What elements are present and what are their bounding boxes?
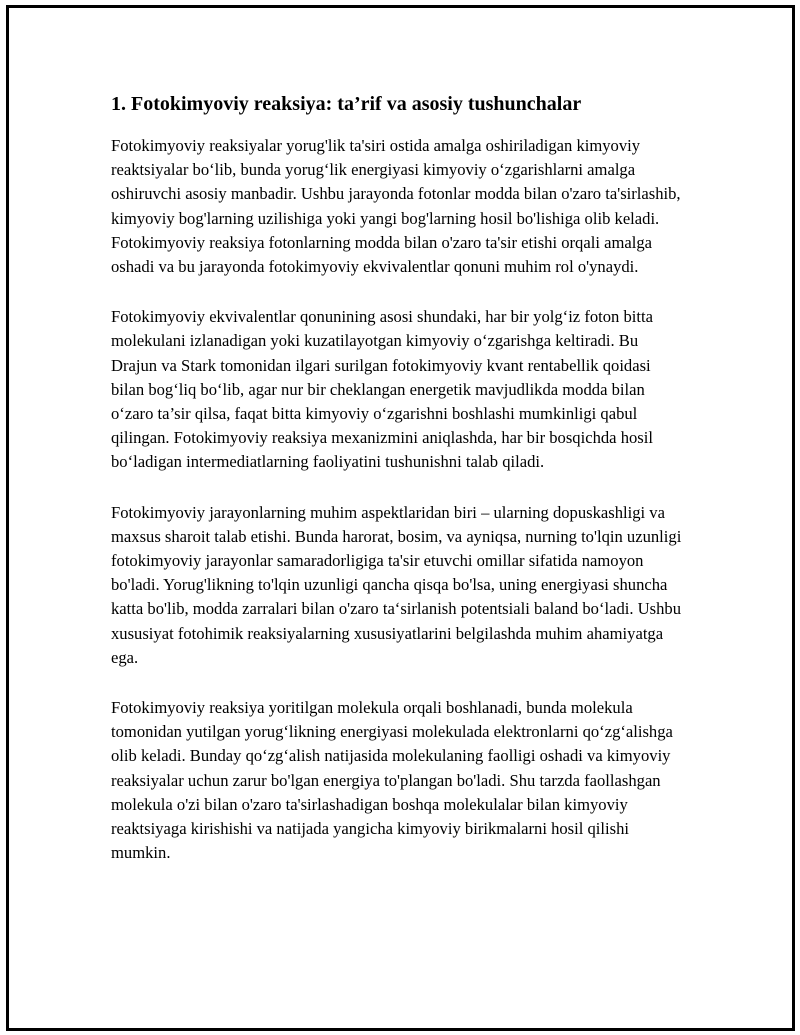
- paragraph-4: Fotokimyoviy reaksiya yoritilgan molekula orqali boshlanadi, bunda molekula tomonidan yutilgan yorug‘likning energiyasi molekulada elektronlarni qo‘zg‘alishga olib keladi. Bunday qo‘zg‘alish natijasida molekulaning faolligi oshadi va kimyoviy reaksiyalar uchun zarur bo'lgan energiya to'plangan bo'ladi. Shu tarzda faollashgan molekula o'zi bilan o'zaro ta'sirlashadigan boshqa molekulalar bilan kimyoviy reaktsiyaga kirishishi va natijada yangicha kimyoviy birikmalarni hosil qilishi mumkin.: [111, 698, 673, 863]
- paragraph-1: Fotokimyoviy reaksiyalar yorug'lik ta'siri ostida amalga oshiriladigan kimyoviy reaktsiyalar bo‘lib, bunda yorug‘lik energiyasi kimyoviy o‘zgarishlarni amalga oshiruvchi asosiy manbadir. Ushbu jarayonda fotonlar modda bilan o'zaro ta'sirlashib, kimyoviy bog'larning uzilishiga yoki yangi bog'larning hosil bo'lishiga olib keladi. Fotokimyoviy reaksiya fotonlarning modda bilan o'zaro ta'sir etishi orqali amalga oshadi va bu jarayonda fotokimyoviy ekvivalentlar qonuni muhim rol o'ynaydi.: [111, 136, 681, 277]
- section-heading: 1. Fotokimyoviy reaksiya: ta’rif va asosiy tushunchalar: [111, 93, 582, 115]
- paragraph-2: Fotokimyoviy ekvivalentlar qonunining asosi shundaki, har bir yolg‘iz foton bitta molekulani izlanadigan yoki kuzatilayotgan kimyoviy o‘zgarishga keltiradi. Bu Drajun va Stark tomonidan ilgari surilgan fotokimyoviy kvant rentabellik qoidasi bilan bog‘liq bo‘lib, agar nur bir cheklangan energetik mavjudlikda modda bilan o‘zaro ta’sir qilsa, faqat bitta kimyoviy o‘zgarishni boshlashi mumkinligi qabul qilingan. Fotokimyoviy reaksiya mexanizmini aniqlashda, har bir bosqichda hosil bo‘ladigan intermediatlarning faoliyatini tushunishni talab qiladi.: [111, 307, 653, 472]
- paragraph-3: Fotokimyoviy jarayonlarning muhim aspektlaridan biri – ularning dopuskashligi va maxsus sharoit talab etishi. Bunda harorat, bosim, va ayniqsa, nurning to'lqin uzunligi fotokimyoviy jarayonlar samaradorligiga ta'sir etuvchi omillar sifatida namoyon bo'ladi. Yorug'likning to'lqin uzunligi qancha qisqa bo'lsa, uning energiyasi shuncha katta bo'lib, modda zarralari bilan o'zaro ta‘sirlanish potentsiali baland bo‘ladi. Ushbu xususiyat fotohimik reaksiyalarning xususiyatlarini belgilashda muhim ahamiyatga ega.: [111, 502, 682, 667]
- document-body: [111, 91, 683, 891]
